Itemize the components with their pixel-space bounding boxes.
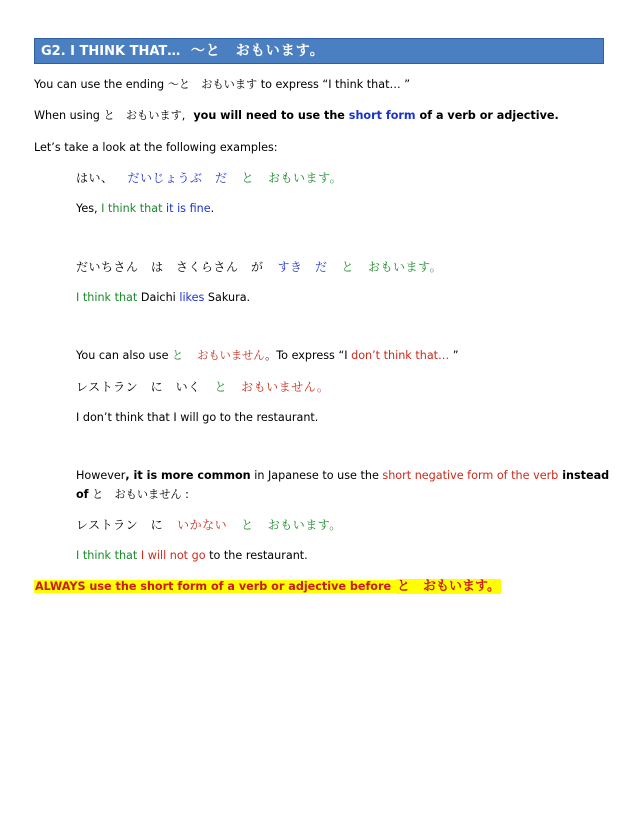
jp-segment: おもいません — [197, 349, 266, 362]
header-title: G2. I THINK THAT… — [41, 44, 185, 59]
en-segment: don’t think that… — [351, 349, 450, 362]
intro-text: When using — [34, 109, 104, 122]
example-3-english: I don’t think that I will go to the restaurant. — [76, 411, 319, 424]
example-4-intro-line-1 — [76, 468, 609, 484]
jp-segment: レストラン に いく — [76, 380, 201, 394]
en-segment: . — [210, 202, 215, 215]
example-3-japanese — [76, 379, 329, 395]
intro-line-2 — [34, 108, 559, 124]
jp-segment: いかない — [177, 518, 228, 532]
en-segment: ” — [449, 349, 459, 362]
example-4-english — [76, 548, 308, 564]
intro-line-1 — [34, 77, 410, 93]
intro-text: to express “I think that… ” — [257, 78, 411, 91]
example-4-japanese — [76, 517, 342, 533]
en-segment: short negative form of the verb — [382, 469, 559, 482]
en-segment: in Japanese to use the — [250, 469, 383, 482]
header-title-jp: 〜と おもいます。 — [190, 43, 325, 59]
example-2-japanese — [76, 259, 442, 275]
en-segment: I will not go — [137, 549, 206, 562]
jp-segment: だいちさん は さくらさん が — [76, 260, 264, 274]
short-form-term: short form — [348, 109, 416, 122]
en-segment: Daichi — [137, 291, 180, 304]
intro-line-3: Let’s take a look at the following examples: — [34, 141, 278, 154]
en-segment: I think that — [76, 549, 138, 562]
intro-bold: you will need to use the — [193, 109, 349, 122]
example-2-english — [76, 290, 250, 306]
en-bold: of — [76, 488, 89, 501]
jp-particle: と — [341, 260, 355, 274]
en-segment: You can also use — [76, 349, 173, 362]
jp-segment: だいじょうぶ だ — [127, 171, 228, 185]
intro-jp: と おもいます, — [103, 109, 186, 122]
en-segment: I think that — [76, 291, 138, 304]
intro-text: You can use the ending — [34, 78, 168, 91]
en-bold: , it is more common — [125, 469, 251, 482]
en-bold: instead — [558, 469, 610, 482]
jp-segment: おもいます。 — [267, 518, 342, 532]
en-segment: However — [76, 469, 126, 482]
example-3-intro — [76, 348, 459, 364]
en-segment: to the restaurant. — [205, 549, 308, 562]
jp-particle: と — [172, 349, 184, 362]
example-1-japanese — [76, 170, 342, 186]
en-segment: I think that — [101, 202, 163, 215]
jp-segment: レストラン に — [76, 518, 164, 532]
jp-particle: と — [241, 171, 255, 185]
en-segment: it is fine — [162, 202, 211, 215]
rule-callout — [34, 579, 501, 595]
section-header — [34, 38, 604, 64]
jp-segment: おもいません。 — [241, 380, 330, 394]
jp-segment: はい、 — [76, 171, 114, 185]
en-segment: likes — [179, 291, 205, 304]
jp-particle: と — [214, 380, 228, 394]
intro-bold: of a verb or adjective. — [415, 109, 559, 122]
intro-jp: 〜と おもいます — [167, 78, 258, 91]
jp-segment: と おもいません : — [88, 488, 189, 501]
en-segment: 。To express “I — [265, 349, 352, 362]
jp-segment: おもいます。 — [268, 171, 343, 185]
rule-jp: と おもいます。 — [397, 579, 500, 594]
jp-segment: すき だ — [277, 260, 328, 274]
jp-particle: と — [241, 518, 254, 532]
example-4-intro-line-2 — [76, 487, 189, 503]
rule-text: ALWAYS use the short form of a verb or adjective before — [35, 580, 395, 593]
jp-segment: おもいます。 — [368, 260, 443, 274]
en-segment: Yes, — [76, 202, 102, 215]
en-segment: Sakura. — [204, 291, 251, 304]
example-1-english — [76, 201, 214, 217]
